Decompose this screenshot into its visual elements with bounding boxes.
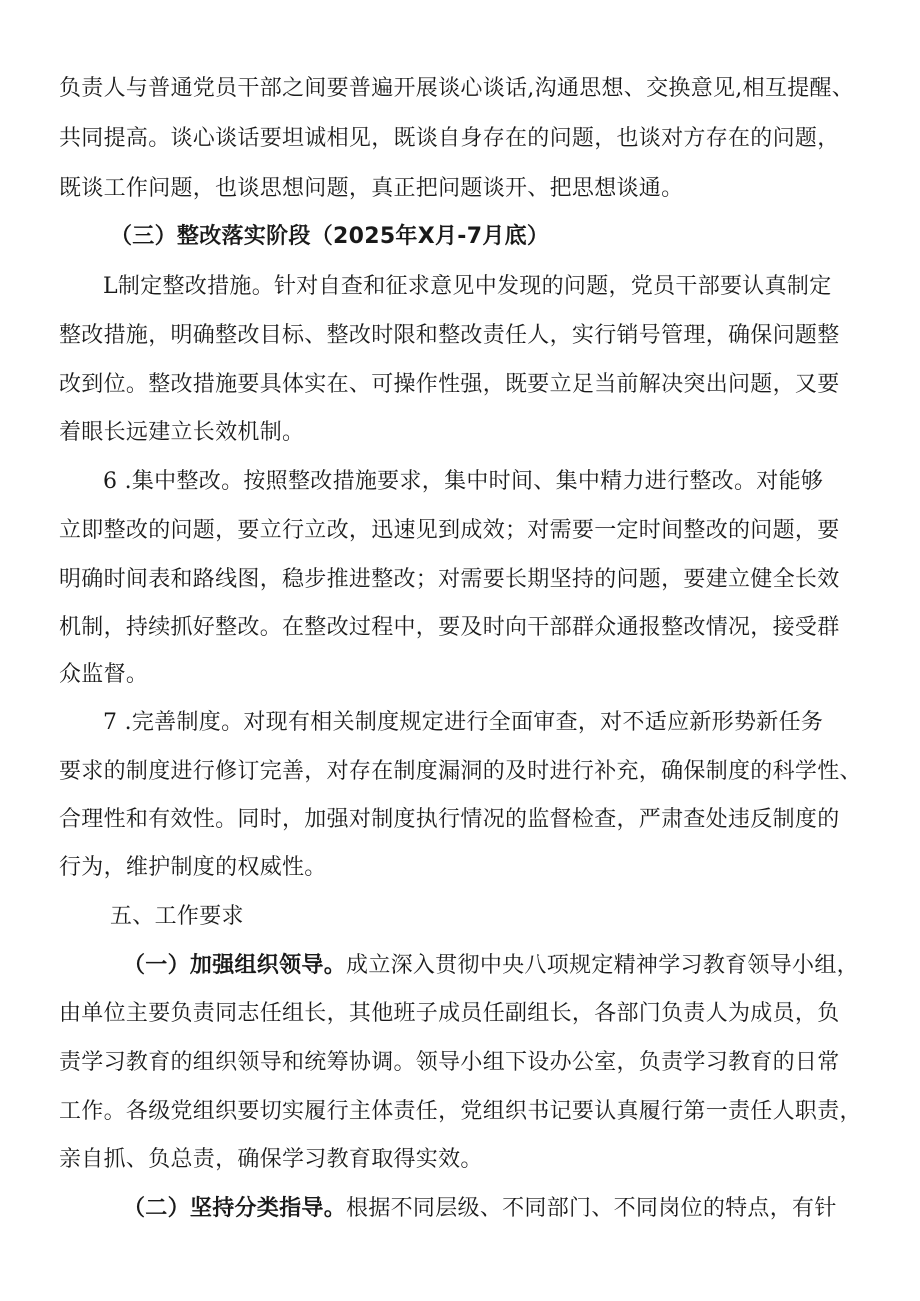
s3p2-line-3: 明确时间表和路线图，稳步推进整改；对需要长期坚持的问题，要建立健全长效 [59,567,840,592]
s3p3-line-4: 行为，维护制度的权威性。 [59,855,327,880]
intro-line-2: 共同提高。谈心谈话要坦诚相见，既谈自身存在的问题，也谈对方存在的问题， [59,126,840,151]
section5-heading: 五、工作要求 [110,904,244,929]
s3p3-line-3: 合理性和有效性。同时，加强对制度执行情况的监督检查，严肃查处违反制度的 [59,807,840,832]
s5p1-line-3: 责学习教育的组织领导和统筹协调。领导小组下设办公室，负责学习教育的日常 [59,1050,840,1075]
s5p1-line-2: 由单位主要负责同志任组长，其他班子成员任副组长，各部门负责人为成员，负 [59,1001,840,1026]
s5p2-line-1-rest: 根据不同层级、不同部门、不同岗位的特点，有针 [346,1196,837,1221]
s5p1-line-1 [123,951,859,981]
s3p1-line-4: 着眼长远建立长效机制。 [59,420,305,445]
s3p2-line-2: 立即整改的问题，要立行立改，迅速见到成效；对需要一定时间整改的问题，要 [59,518,840,543]
s3p2-line-4: 机制，持续抓好整改。在整改过程中，要及时向干部群众通报整改情况，接受群 [59,615,840,640]
s5p1-lead: （一）加强组织领导。 [123,953,347,978]
section3-heading: （三）整改落实阶段（2025年X月-7月底） [110,224,550,249]
s5p2-lead: （二）坚持分类指导。 [123,1196,347,1221]
s3p2-line-1: 6 .集中整改。按照整改措施要求，集中时间、集中精力进行整改。对能够 [103,469,824,494]
s5p2-line-1 [123,1194,837,1224]
s3p3-line-2: 要求的制度进行修订完善，对存在制度漏洞的及时进行补充，确保制度的科学性、 [59,759,862,784]
s3p1-line-1: L制定整改措施。针对自查和征求意见中发现的问题，党员干部要认真制定 [103,274,832,299]
s3p3-line-1: 7 .完善制度。对现有相关制度规定进行全面审查，对不适应新形势新任务 [103,710,824,735]
s5p1-line-1-rest: 成立深入贯彻中央八项规定精神学习教育领导小组， [346,953,859,978]
s5p1-line-4: 工作。各级党组织要切实履行主体责任，党组织书记要认真履行第一责任人职责， [59,1099,862,1124]
s3p1-line-2: 整改措施，明确整改目标、整改时限和整改责任人，实行销号管理，确保问题整 [59,323,840,348]
s3p2-line-5: 众监督。 [59,662,149,687]
intro-line-3: 既谈工作问题，也谈思想问题，真正把问题谈开、把思想谈通。 [59,176,684,201]
s5p1-line-5: 亲自抓、负总责，确保学习教育取得实效。 [59,1147,483,1172]
s3p1-line-3: 改到位。整改措施要具体实在、可操作性强，既要立足当前解决突出问题，又要 [59,372,840,397]
intro-line-1: 负责人与普通党员干部之间要普遍开展谈心谈话,沟通思想、交换意见,相互提醒、 [59,76,855,101]
